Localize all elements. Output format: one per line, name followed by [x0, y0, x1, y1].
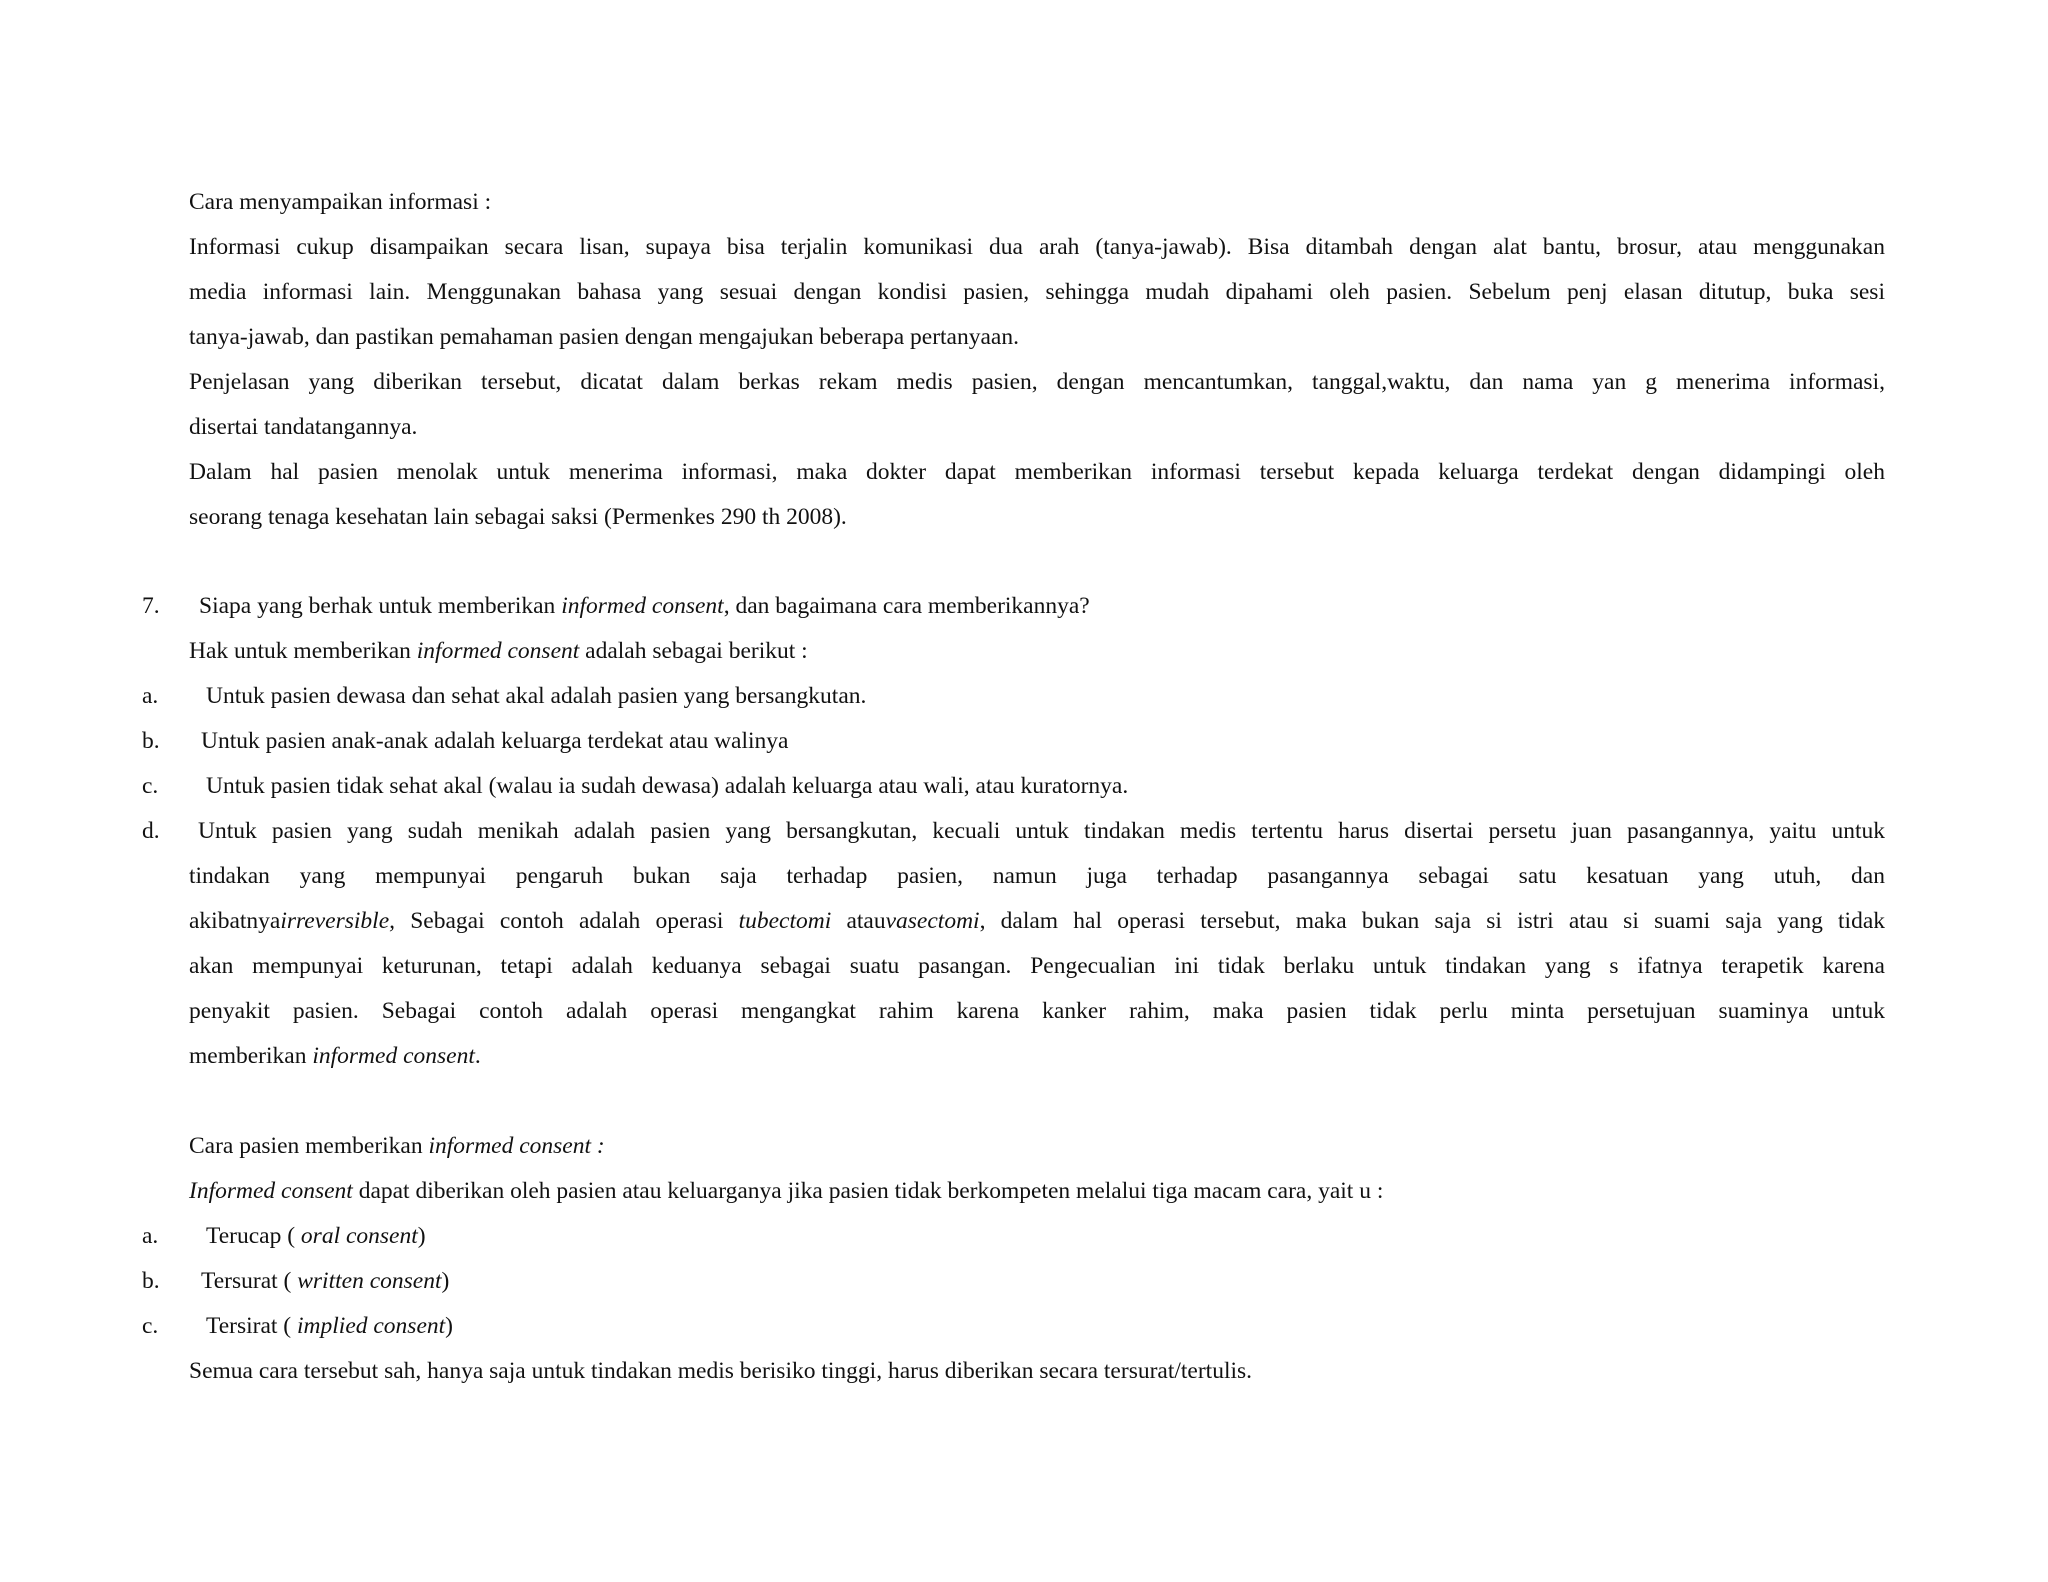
list-item-label: a.: [142, 683, 159, 709]
list-item-label: d.: [142, 818, 160, 844]
hak-intro: Hak untuk memberikan informed consent adalah sebagai berikut :: [189, 638, 808, 664]
list-item-continuation: penyakit pasien. Sebagai contoh adalah operasi mengangkat rahim karena kanker rahim, maka pasien tidak perlu minta persetujuan suaminya untuk: [189, 998, 1885, 1024]
section-heading-cara-menyampaikan: Cara menyampaikan informasi :: [189, 189, 492, 215]
list-item-continuation: memberikan informed consent.: [189, 1043, 481, 1069]
list-item-text: Terucap ( oral consent): [206, 1223, 426, 1249]
list-item-label: b.: [142, 1268, 160, 1294]
list-item-label: b.: [142, 728, 160, 754]
list-item-continuation: akan mempunyai keturunan, tetapi adalah keduanya sebagai suatu pasangan. Pengecualian ini tidak berlaku untuk tindakan yang s ifatnya terapetik karena: [189, 953, 1885, 979]
list-item-continuation: akibatnyairreversible, Sebagai contoh adalah operasi tubectomi atauvasectomi, dalam hal operasi tersebut, maka bukan saja si istri atau si suami saja yang tidak: [189, 908, 1885, 934]
list-item-label: c.: [142, 773, 159, 799]
section-intro: Informed consent dapat diberikan oleh pasien atau keluarganya jika pasien tidak berkompeten melalui tiga macam cara, yait u :: [189, 1178, 1384, 1204]
paragraph-line: seorang tenaga kesehatan lain sebagai saksi (Permenkes 290 th 2008).: [189, 504, 847, 530]
paragraph-line: Informasi cukup disampaikan secara lisan, supaya bisa terjalin komunikasi dua arah (tanya-jawab). Bisa ditambah dengan alat bantu, brosur, atau menggunakan: [189, 234, 1885, 260]
paragraph-line: Dalam hal pasien menolak untuk menerima informasi, maka dokter dapat memberikan informasi tersebut kepada keluarga terdekat dengan didampingi oleh: [189, 459, 1885, 485]
paragraph-line: media informasi lain. Menggunakan bahasa yang sesuai dengan kondisi pasien, sehingga mudah dipahami oleh pasien. Sebelum penj elasan ditutup, buka sesi: [189, 279, 1885, 305]
list-item-text: Untuk pasien dewasa dan sehat akal adalah pasien yang bersangkutan.: [206, 683, 867, 709]
list-item-label: a.: [142, 1223, 159, 1249]
paragraph-line: tanya-jawab, dan pastikan pemahaman pasien dengan mengajukan beberapa pertanyaan.: [189, 324, 1019, 350]
list-item-continuation: tindakan yang mempunyai pengaruh bukan saja terhadap pasien, namun juga terhadap pasangannya sebagai satu kesatuan yang utuh, dan: [189, 863, 1885, 889]
closing-text: Semua cara tersebut sah, hanya saja untuk tindakan medis berisiko tinggi, harus diberikan secara tersurat/tertulis.: [189, 1358, 1253, 1384]
list-item-text: Tersurat ( written consent): [201, 1268, 450, 1294]
section-heading-cara-pasien: Cara pasien memberikan informed consent :: [189, 1133, 605, 1159]
paragraph-line: disertai tandatangannya.: [189, 414, 418, 440]
paragraph-line: Penjelasan yang diberikan tersebut, dicatat dalam berkas rekam medis pasien, dengan mencantumkan, tanggal,waktu, dan nama yan g menerima informasi,: [189, 369, 1885, 395]
list-item-text: Tersirat ( implied consent): [206, 1313, 453, 1339]
list-item-text: Untuk pasien anak-anak adalah keluarga terdekat atau walinya: [201, 728, 789, 754]
list-item-label: c.: [142, 1313, 159, 1339]
list-item-text: Untuk pasien tidak sehat akal (walau ia sudah dewasa) adalah keluarga atau wali, atau kuratornya.: [206, 773, 1129, 799]
question-number: 7.: [142, 593, 160, 619]
list-item-text: Untuk pasien yang sudah menikah adalah pasien yang bersangkutan, kecuali untuk tindakan medis tertentu harus disertai persetu juan pasangannya, yaitu untuk: [198, 818, 1885, 844]
question-text: Siapa yang berhak untuk memberikan informed consent, dan bagaimana cara memberikannya?: [199, 593, 1090, 619]
